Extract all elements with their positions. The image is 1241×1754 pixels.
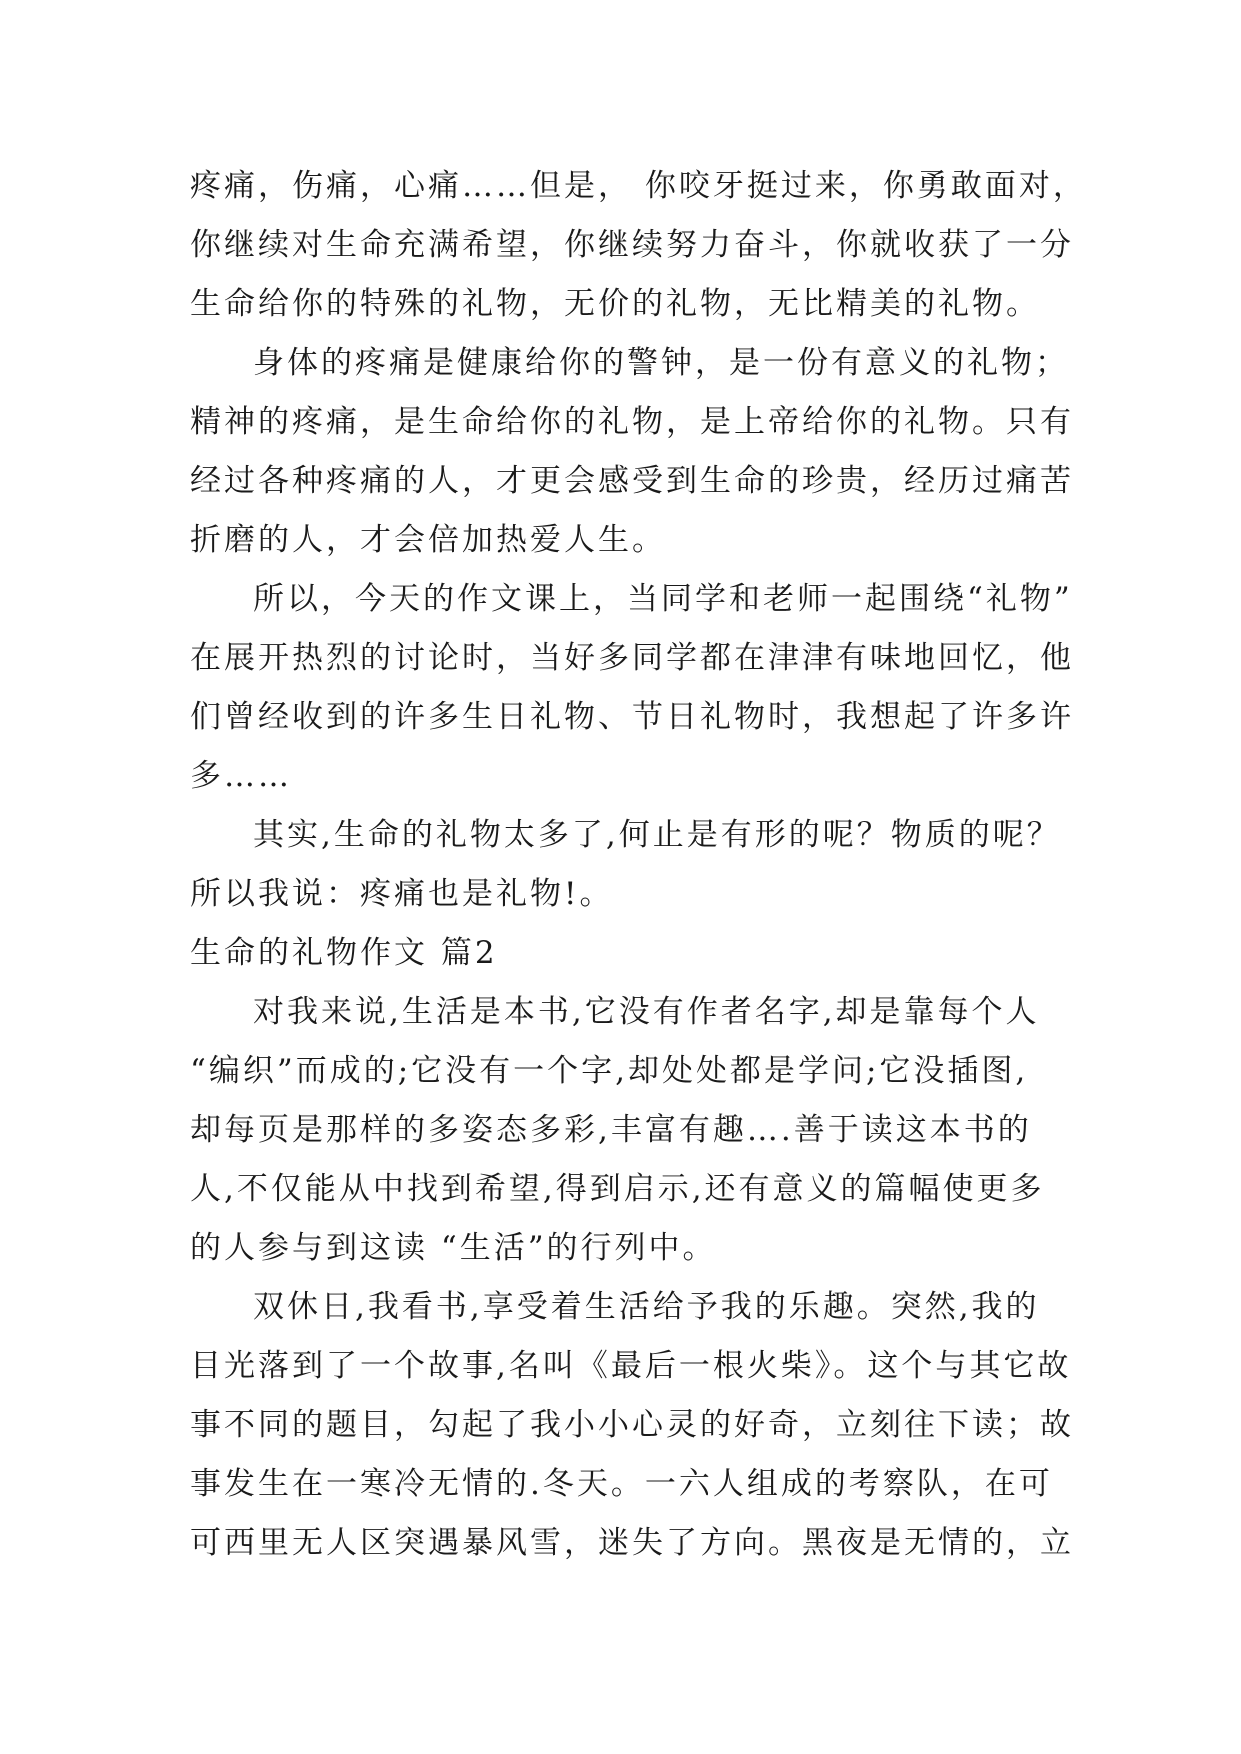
section-heading: 生命的礼物作文 篇2 (190, 935, 498, 971)
body-text-line: 折磨的人，才会倍加热爱人生。 (190, 522, 666, 558)
paragraph-first-line: 身体的疼痛是健康给你的警钟，是一份有意义的礼物； (253, 345, 1069, 381)
body-text-line: 的人参与到这读 “生活”的行列中。 (190, 1230, 717, 1266)
body-text-line: 可西里无人区突遇暴风雪，迷失了方向。黑夜是无情的，立 (190, 1525, 1074, 1561)
body-text-line: 你继续对生命充满希望，你继续努力奋斗，你就收获了一分 (190, 227, 1074, 263)
body-text-line: 目光落到了一个故事,名叫《最后一根火柴》。这个与其它故 (190, 1348, 1072, 1384)
paragraph-first-line: 对我来说,生活是本书,它没有作者名字,却是靠每个人 (253, 994, 1040, 1030)
body-text-line: 多…… (190, 758, 292, 794)
body-text-line: 们曾经收到的许多生日礼物、节日礼物时，我想起了许多许 (190, 699, 1074, 735)
body-text-line: 疼痛，伤痛，心痛……但是， 你咬牙挺过来，你勇敢面对， (190, 168, 1087, 204)
body-text-line: 经过各种疼痛的人，才更会感受到生命的珍贵，经历过痛苦 (190, 463, 1074, 499)
body-text-line: 所以我说：疼痛也是礼物!。 (190, 876, 614, 912)
body-text-line: 在展开热烈的讨论时，当好多同学都在津津有味地回忆，他 (190, 640, 1074, 676)
body-text-line: 生命给你的特殊的礼物，无价的礼物，无比精美的礼物。 (190, 286, 1040, 322)
paragraph-first-line: 其实,生命的礼物太多了,何止是有形的呢？物质的呢？ (253, 817, 1061, 853)
paragraph-first-line: 双休日,我看书,享受着生活给予我的乐趣。突然,我的 (253, 1289, 1040, 1325)
body-text-line: 事不同的题目，勾起了我小小心灵的好奇，立刻往下读；故 (190, 1407, 1074, 1443)
body-text-line: “编织”而成的;它没有一个字,却处处都是学问;它没插图, (190, 1053, 1029, 1089)
body-text-line: 人,不仅能从中找到希望,得到启示,还有意义的篇幅使更多 (190, 1171, 1045, 1207)
body-text-line: 精神的疼痛，是生命给你的礼物，是上帝给你的礼物。只有 (190, 404, 1074, 440)
body-text-line: 却每页是那样的多姿态多彩,丰富有趣….善于读这本书的 (190, 1112, 1032, 1148)
paragraph-first-line: 所以，今天的作文课上，当同学和老师一起围绕“礼物” (253, 581, 1073, 617)
body-text-line: 事发生在一寒冷无情的.冬天。一六人组成的考察队，在可 (190, 1466, 1053, 1502)
